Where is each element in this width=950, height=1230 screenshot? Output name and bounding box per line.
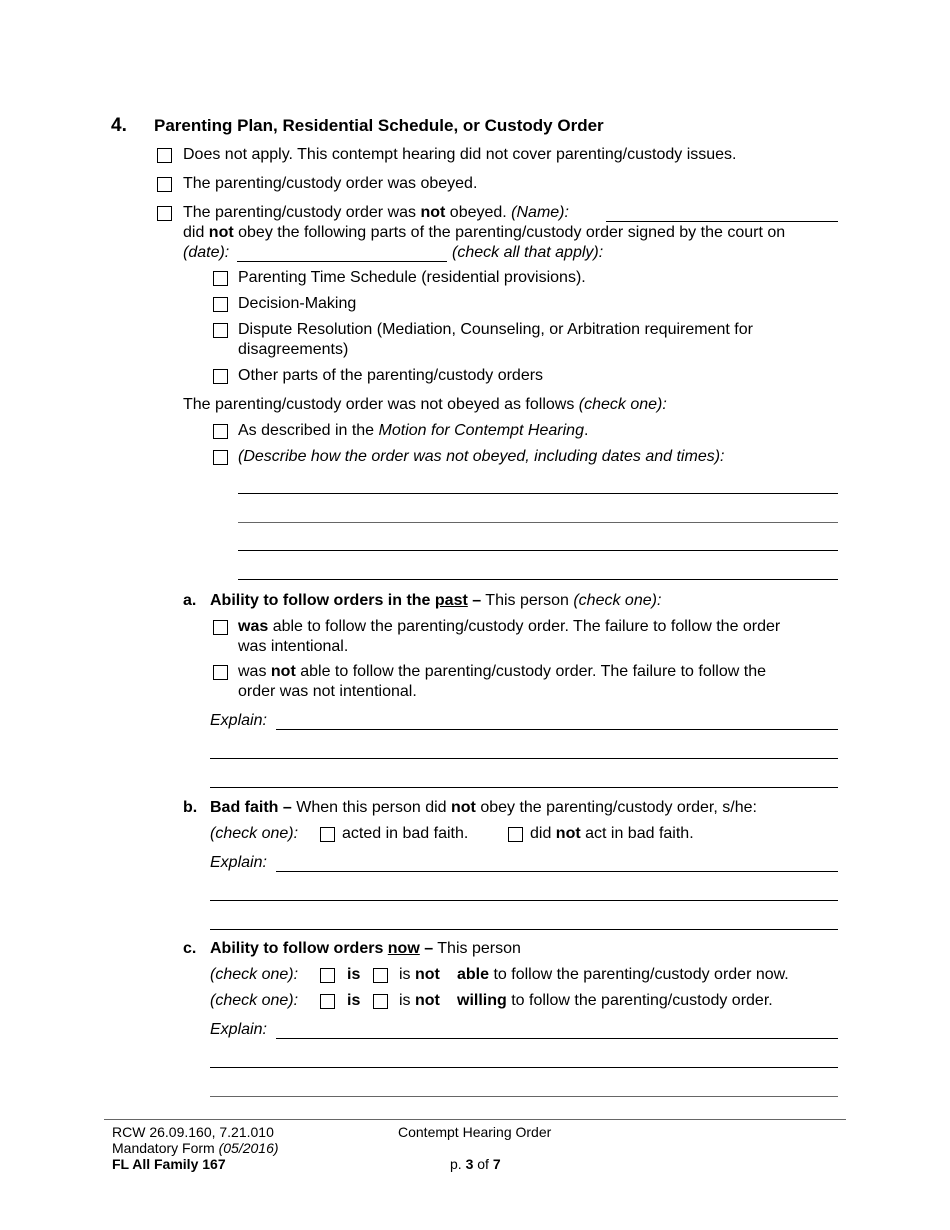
bad-faith-checkbox[interactable] <box>320 827 335 842</box>
bad-faith-label: acted in bad faith. <box>342 825 469 842</box>
parenting-time-label: Parenting Time Schedule (residential provisions). <box>238 269 586 286</box>
subsection-a-title: Ability to follow orders in the past – This person (check one): <box>210 592 662 609</box>
is-able-checkbox[interactable] <box>320 968 335 983</box>
explain-b-label: Explain: <box>210 854 267 871</box>
is-willing-label: is <box>347 992 361 1009</box>
obey-parts-text: did not obey the following parts of the parenting/custody order signed by the court on <box>183 224 786 241</box>
check-all-label: (check all that apply): <box>452 244 604 261</box>
describe-checkbox[interactable] <box>213 450 228 465</box>
subsection-a-letter: a. <box>183 592 197 609</box>
describe-line-3[interactable] <box>238 550 838 551</box>
footer-page-number: p. 3 of 7 <box>450 1156 501 1172</box>
subsection-c-letter: c. <box>183 940 197 957</box>
dispute-resolution-label: Dispute Resolution (Mediation, Counseling, or Arbitration requirement for <box>238 321 753 338</box>
does-not-apply-checkbox[interactable] <box>157 148 172 163</box>
does-not-apply-label: Does not apply. This contempt hearing did not cover parenting/custody issues. <box>183 146 737 163</box>
explain-a-label: Explain: <box>210 712 267 729</box>
section-title: Parenting Plan, Residential Schedule, or Custody Order <box>154 116 604 135</box>
is-not-willing-checkbox[interactable] <box>373 994 388 1009</box>
was-not-able-label-line2: order was not intentional. <box>238 683 417 700</box>
subsection-b-title: Bad faith – When this person did not obey the parenting/custody order, s/he: <box>210 799 757 816</box>
is-not-able-checkbox[interactable] <box>373 968 388 983</box>
subsection-c-title: Ability to follow orders now – This person <box>210 940 521 957</box>
subsection-b-letter: b. <box>183 799 198 816</box>
explain-b-line-2[interactable] <box>210 900 838 901</box>
was-able-checkbox[interactable] <box>213 620 228 635</box>
dispute-resolution-checkbox[interactable] <box>213 323 228 338</box>
is-not-able-label: is not <box>399 966 440 983</box>
date-input-line[interactable] <box>237 261 447 262</box>
describe-line-4[interactable] <box>238 579 838 580</box>
explain-c-line-2[interactable] <box>210 1067 838 1068</box>
parenting-time-checkbox[interactable] <box>213 271 228 286</box>
explain-c-line-3[interactable] <box>210 1096 838 1097</box>
able-text: able to follow the parenting/custody order now. <box>457 966 789 983</box>
not-obeyed-as-follows-text: The parenting/custody order was not obeyed as follows (check one): <box>183 396 667 413</box>
was-able-label: was able to follow the parenting/custody order. The failure to follow the order <box>238 618 781 635</box>
order-not-obeyed-checkbox[interactable] <box>157 206 172 221</box>
other-parts-checkbox[interactable] <box>213 369 228 384</box>
describe-line-1[interactable] <box>238 493 838 494</box>
explain-b-line-3[interactable] <box>210 929 838 930</box>
order-obeyed-checkbox[interactable] <box>157 177 172 192</box>
check-one-b-label: (check one): <box>210 825 299 842</box>
other-parts-label: Other parts of the parenting/custody orders <box>238 367 544 384</box>
dispute-resolution-label-line2: disagreements) <box>238 341 349 358</box>
is-willing-checkbox[interactable] <box>320 994 335 1009</box>
footer-doc-title: Contempt Hearing Order <box>398 1124 552 1140</box>
explain-c-line-1[interactable] <box>276 1038 838 1039</box>
not-bad-faith-checkbox[interactable] <box>508 827 523 842</box>
willing-text: willing to follow the parenting/custody order. <box>457 992 773 1009</box>
was-not-able-checkbox[interactable] <box>213 665 228 680</box>
was-able-label-line2: was intentional. <box>238 638 349 655</box>
footer-divider <box>104 1119 846 1120</box>
describe-line-2[interactable] <box>238 522 838 523</box>
is-able-label: is <box>347 966 361 983</box>
not-bad-faith-label: did not act in bad faith. <box>530 825 694 842</box>
name-input-line[interactable] <box>606 221 838 222</box>
check-one-willing-label: (check one): <box>210 992 299 1009</box>
as-described-label: As described in the Motion for Contempt Hearing. <box>238 422 589 439</box>
check-one-able-label: (check one): <box>210 966 299 983</box>
date-label: (date): <box>183 244 230 261</box>
order-obeyed-label: The parenting/custody order was obeyed. <box>183 175 478 192</box>
decision-making-checkbox[interactable] <box>213 297 228 312</box>
explain-a-line-1[interactable] <box>276 729 838 730</box>
as-described-checkbox[interactable] <box>213 424 228 439</box>
explain-b-line-1[interactable] <box>276 871 838 872</box>
explain-c-label: Explain: <box>210 1021 267 1038</box>
explain-a-line-2[interactable] <box>210 758 838 759</box>
is-not-willing-label: is not <box>399 992 440 1009</box>
explain-a-line-3[interactable] <box>210 787 838 788</box>
describe-label: (Describe how the order was not obeyed, including dates and times): <box>238 448 725 465</box>
section-number: 4. <box>111 115 127 136</box>
was-not-able-label: was not able to follow the parenting/custody order. The failure to follow the <box>238 663 766 680</box>
footer-rcw: RCW 26.09.160, 7.21.010 <box>112 1124 274 1140</box>
order-not-obeyed-label: The parenting/custody order was not obeyed. (Name): <box>183 204 569 221</box>
footer-form-id: FL All Family 167 <box>112 1156 226 1172</box>
decision-making-label: Decision-Making <box>238 295 357 312</box>
footer-mandatory-form: Mandatory Form (05/2016) <box>112 1140 279 1156</box>
